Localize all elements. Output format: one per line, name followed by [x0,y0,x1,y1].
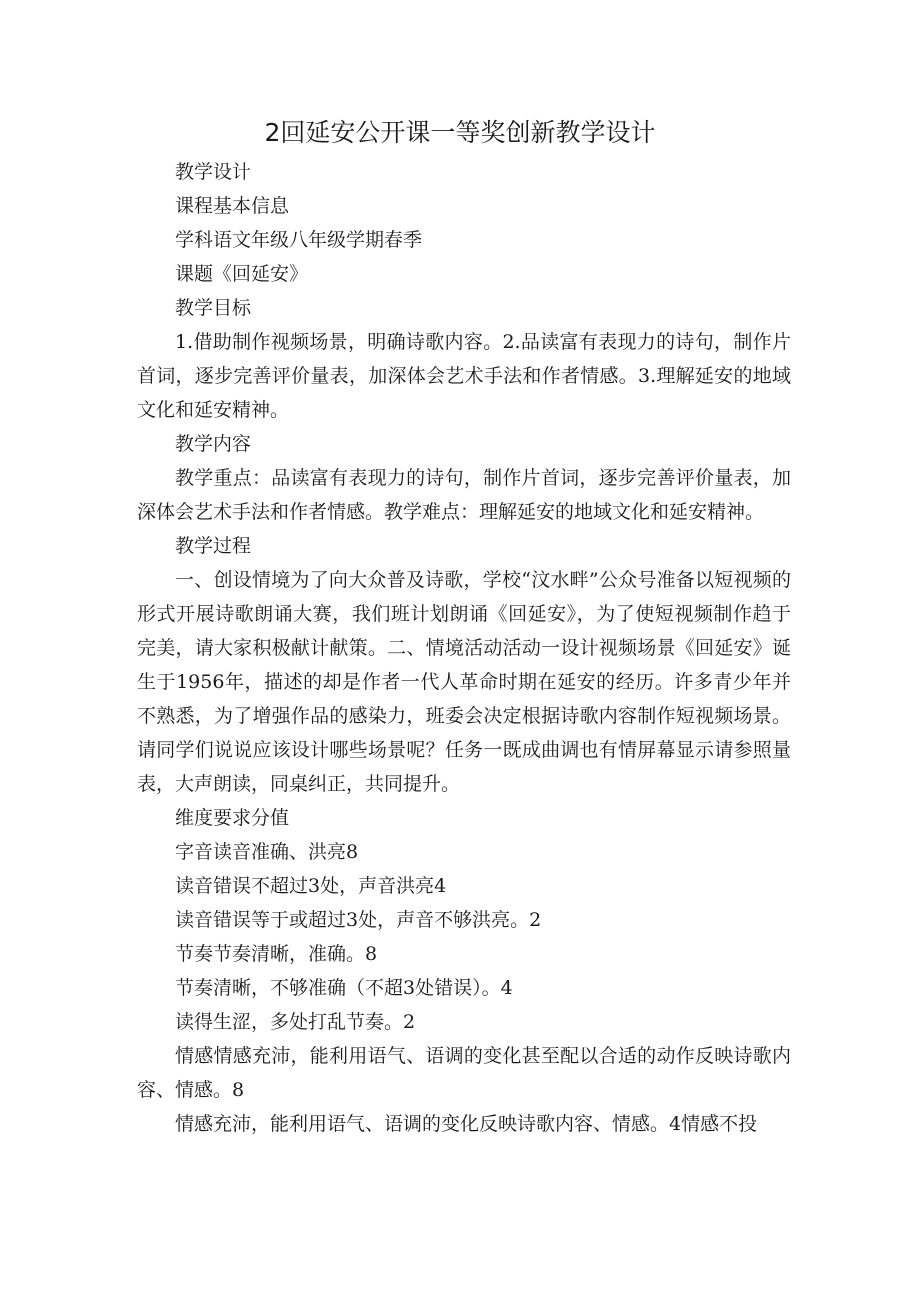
paragraph-lesson-title: 课题《回延安》 [175,263,309,285]
paragraph-rubric-rhythm-2: 读得生涩，多处打乱节奏。2 [175,1011,416,1033]
paragraph-rubric-emotion-8: 情感情感充沛，能利用语气、语调的变化甚至配以合适的动作反映诗歌内容、情感。8 [137,1045,791,1101]
paragraph-rubric-rhythm-8: 节奏节奏清晰，准确。8 [175,943,378,965]
paragraph-content-heading: 教学内容 [175,433,252,455]
paragraph-teaching-design: 教学设计 [175,161,252,183]
paragraph-rubric-rhythm-4: 节奏清晰，不够准确（不超3处错误）。4 [175,977,513,999]
paragraph-rubric-header: 维度要求分值 [175,807,290,829]
paragraph-objectives-heading: 教学目标 [175,297,252,319]
paragraph-rubric-pronunciation-4: 读音错误不超过3处，声音洪亮4 [175,875,447,897]
document-body [137,155,791,1141]
paragraph-rubric-pronunciation-2: 读音错误等于或超过3处，声音不够洪亮。2 [175,909,542,931]
paragraph-subject-grade: 学科语文年级八年级学期春季 [175,229,423,251]
paragraph-rubric-pronunciation-8: 字音读音准确、洪亮8 [175,841,359,863]
document-title: 2回延安公开课一等奖创新教学设计 [264,118,656,147]
paragraph-rubric-emotion-4: 情感充沛，能利用语气、语调的变化反映诗歌内容、情感。4情感不投 [175,1113,758,1135]
paragraph-key-points: 教学重点：品读富有表现力的诗句，制作片首词，逐步完善评价量表，加深体会艺术手法和作者情感。教学难点：理解延安的地域文化和延安精神。 [137,467,791,523]
paragraph-objectives: 1.借助制作视频场景，明确诗歌内容。2.品读富有表现力的诗句，制作片首词，逐步完善评价量表，加深体会艺术手法和作者情感。3.理解延安的地域文化和延安精神。 [137,331,791,421]
paragraph-process-heading: 教学过程 [175,535,252,557]
paragraph-course-info: 课程基本信息 [175,195,290,217]
paragraph-process: 一、创设情境为了向大众普及诗歌，学校“汶水畔”公众号准备以短视频的形式开展诗歌朗诵大赛，我们班计划朗诵《回延安》，为了使短视频制作趋于完美，请大家积极献计献策。二、情境活动活动一设计视频场景《回延安》诞生于1956年，描述的却是作者一代人革命时期在延安的经历。许多青少年并不熟悉，为了增强作品的感染力，班委会决定根据诗歌内容制作短视频场景。请同学们说说应该设计哪些场景呢？任务一既成曲调也有情屏幕显示请参照量表，大声朗读，同桌纠正，共同提升。 [137,569,791,795]
